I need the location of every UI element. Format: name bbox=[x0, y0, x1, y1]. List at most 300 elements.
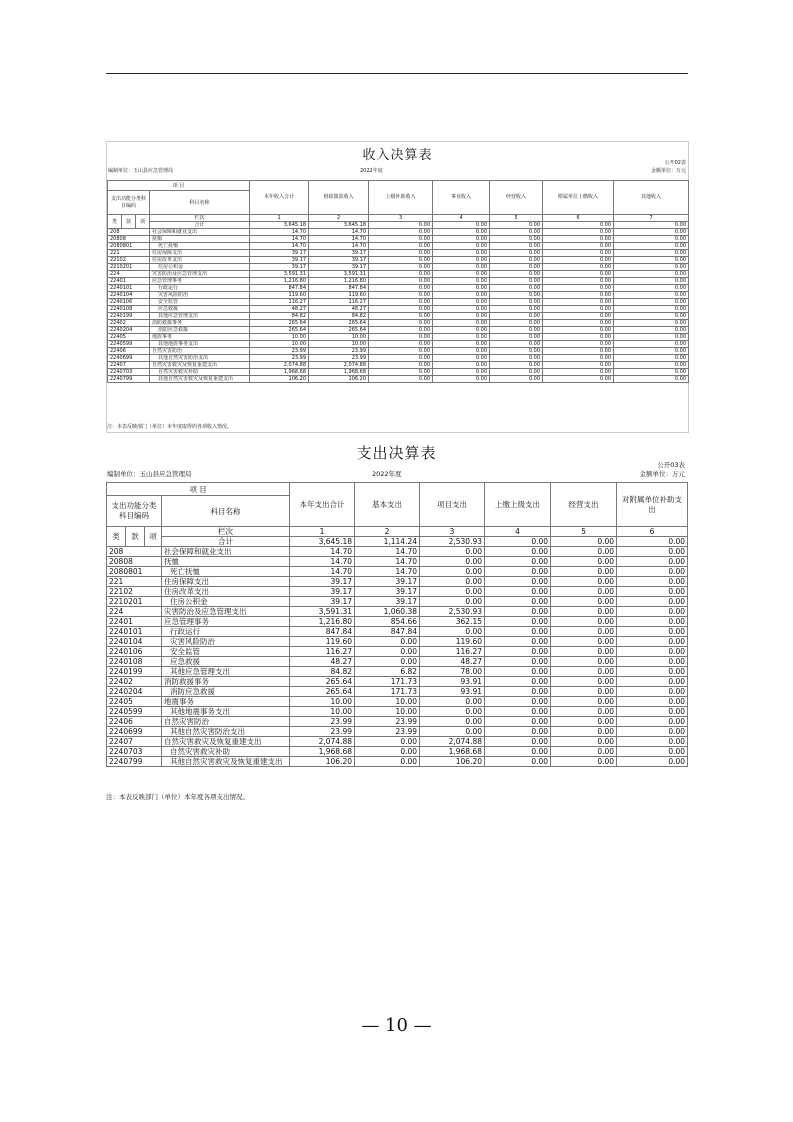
amount-cell: 0.00 bbox=[614, 341, 689, 348]
project-header: 项 目 bbox=[107, 483, 290, 496]
subject-name: 灾害防治及应急管理支出 bbox=[150, 271, 250, 278]
amount-cell: 0.00 bbox=[369, 313, 433, 320]
table-row bbox=[107, 577, 688, 587]
subject-code: 2240699 bbox=[108, 355, 150, 362]
amount-cell: 0.00 bbox=[617, 737, 688, 747]
table-row bbox=[108, 250, 689, 257]
amount-cell: 84.82 bbox=[290, 667, 355, 677]
amount-cell: 0.00 bbox=[485, 607, 551, 617]
amount-cell: 14.70 bbox=[355, 547, 420, 557]
amount-cell: 3,591.31 bbox=[309, 271, 369, 278]
subject-name: 自然灾害救灾及恢复重建支出 bbox=[162, 737, 290, 747]
amount-cell: 847.84 bbox=[309, 285, 369, 292]
subject-name: 其他自然灾害防治支出 bbox=[162, 727, 290, 737]
amount-cell: 0.00 bbox=[617, 677, 688, 687]
amount-cell: 0.00 bbox=[355, 647, 420, 657]
amount-cell: 0.00 bbox=[369, 341, 433, 348]
expense-unit-left: 编制单位：玉山县应急管理局 bbox=[107, 470, 192, 478]
amount-cell: 0.00 bbox=[485, 727, 551, 737]
amount-cell: 39.17 bbox=[309, 264, 369, 271]
amount-cell: 0.00 bbox=[551, 577, 617, 587]
amount-cell: 0.00 bbox=[369, 236, 433, 243]
income-note: 注：本表反映部门（单位）本年度取得的各项收入情况。 bbox=[107, 424, 233, 430]
amount-cell: 39.17 bbox=[309, 250, 369, 257]
amount-cell: 0.00 bbox=[490, 292, 543, 299]
amount-cell: 23.99 bbox=[355, 727, 420, 737]
subject-code: 2240104 bbox=[108, 292, 150, 299]
amount-cell: 0.00 bbox=[543, 320, 614, 327]
amount-cell: 0.00 bbox=[543, 369, 614, 376]
table-row bbox=[108, 348, 689, 355]
income-unit-right: 金额单位：万元 bbox=[650, 168, 686, 174]
amount-cell: 0.00 bbox=[369, 327, 433, 334]
amount-cell: 0.00 bbox=[543, 257, 614, 264]
table-row bbox=[107, 567, 688, 577]
amount-cell: 0.00 bbox=[369, 257, 433, 264]
subject-code: 2240204 bbox=[107, 687, 162, 697]
column-header: 基本支出 bbox=[355, 483, 420, 527]
amount-cell: 0.00 bbox=[369, 229, 433, 236]
amount-cell: 0.00 bbox=[420, 597, 485, 607]
header-rule bbox=[106, 73, 688, 74]
amount-cell: 0.00 bbox=[543, 376, 614, 383]
total-value: 0.00 bbox=[369, 222, 433, 229]
amount-cell: 39.17 bbox=[290, 597, 355, 607]
amount-cell: 0.00 bbox=[485, 557, 551, 567]
amount-cell: 1,216.80 bbox=[309, 278, 369, 285]
amount-cell: 0.00 bbox=[617, 617, 688, 627]
subject-name: 自然灾害救灾补助 bbox=[162, 747, 290, 757]
amount-cell: 0.00 bbox=[543, 327, 614, 334]
amount-cell: 0.00 bbox=[490, 271, 543, 278]
subject-name: 灾害防治及应急管理支出 bbox=[162, 607, 290, 617]
table-row bbox=[107, 697, 688, 707]
column-number: 6 bbox=[617, 527, 688, 537]
amount-cell: 0.00 bbox=[355, 637, 420, 647]
subject-name: 抚恤 bbox=[162, 557, 290, 567]
amount-cell: 0.00 bbox=[614, 348, 689, 355]
amount-cell: 0.00 bbox=[617, 607, 688, 617]
code-header: 支出功能分类科目编码 bbox=[108, 191, 150, 215]
total-value: 3,645.18 bbox=[290, 537, 355, 547]
amount-cell: 0.00 bbox=[369, 278, 433, 285]
subject-name: 应急救援 bbox=[150, 306, 250, 313]
amount-cell: 0.00 bbox=[490, 355, 543, 362]
amount-cell: 0.00 bbox=[369, 243, 433, 250]
income-table bbox=[107, 180, 689, 383]
amount-cell: 0.00 bbox=[490, 306, 543, 313]
amount-cell: 0.00 bbox=[369, 348, 433, 355]
amount-cell: 0.00 bbox=[433, 313, 490, 320]
subject-name: 住房公积金 bbox=[150, 264, 250, 271]
amount-cell: 0.00 bbox=[614, 292, 689, 299]
amount-cell: 1,216.80 bbox=[250, 278, 309, 285]
expense-statement bbox=[106, 442, 687, 801]
amount-cell: 171.73 bbox=[355, 677, 420, 687]
amount-cell: 39.17 bbox=[355, 597, 420, 607]
amount-cell: 0.00 bbox=[433, 229, 490, 236]
amount-cell: 0.00 bbox=[433, 369, 490, 376]
subject-code: 2210201 bbox=[107, 597, 162, 607]
income-title: 收入决算表 bbox=[362, 148, 433, 163]
amount-cell: 0.00 bbox=[614, 362, 689, 369]
subject-code: 221 bbox=[107, 577, 162, 587]
table-row bbox=[107, 557, 688, 567]
amount-cell: 0.00 bbox=[420, 707, 485, 717]
amount-cell: 0.00 bbox=[551, 587, 617, 597]
income-statement bbox=[106, 141, 689, 433]
amount-cell: 0.00 bbox=[490, 376, 543, 383]
amount-cell: 0.00 bbox=[485, 737, 551, 747]
total-value: 0.00 bbox=[433, 222, 490, 229]
amount-cell: 0.00 bbox=[433, 327, 490, 334]
table-row bbox=[108, 355, 689, 362]
amount-cell: 0.00 bbox=[614, 250, 689, 257]
amount-cell: 0.00 bbox=[490, 341, 543, 348]
amount-cell: 0.00 bbox=[543, 229, 614, 236]
amount-cell: 0.00 bbox=[614, 334, 689, 341]
total-label: 合计 bbox=[150, 222, 250, 229]
column-header: 对附属单位补助支出 bbox=[617, 483, 688, 527]
subject-name: 其他应急管理支出 bbox=[150, 313, 250, 320]
column-number: 2 bbox=[355, 527, 420, 537]
amount-cell: 10.00 bbox=[355, 697, 420, 707]
amount-cell: 0.00 bbox=[543, 341, 614, 348]
amount-cell: 23.99 bbox=[250, 355, 309, 362]
amount-cell: 0.00 bbox=[420, 567, 485, 577]
amount-cell: 0.00 bbox=[420, 577, 485, 587]
amount-cell: 39.17 bbox=[309, 257, 369, 264]
subject-code: 22405 bbox=[108, 334, 150, 341]
table-row bbox=[107, 717, 688, 727]
amount-cell: 2,074.88 bbox=[250, 362, 309, 369]
amount-cell: 0.00 bbox=[433, 271, 490, 278]
amount-cell: 84.82 bbox=[309, 313, 369, 320]
table-row bbox=[108, 306, 689, 313]
expense-table-code: 公开03表 bbox=[657, 461, 685, 469]
amount-cell: 0.00 bbox=[485, 667, 551, 677]
table-row bbox=[108, 334, 689, 341]
amount-cell: 0.00 bbox=[485, 587, 551, 597]
amount-cell: 0.00 bbox=[485, 597, 551, 607]
subject-name: 行政运行 bbox=[150, 285, 250, 292]
table-row bbox=[107, 707, 688, 717]
amount-cell: 0.00 bbox=[490, 285, 543, 292]
amount-cell: 0.00 bbox=[420, 727, 485, 737]
amount-cell: 0.00 bbox=[551, 607, 617, 617]
amount-cell: 0.00 bbox=[369, 285, 433, 292]
subject-code: 22407 bbox=[108, 362, 150, 369]
subject-name: 其他自然灾害防治支出 bbox=[150, 355, 250, 362]
amount-cell: 854.66 bbox=[355, 617, 420, 627]
amount-cell: 14.70 bbox=[290, 557, 355, 567]
total-value: 3,645.18 bbox=[309, 222, 369, 229]
amount-cell: 48.27 bbox=[250, 306, 309, 313]
amount-cell: 0.00 bbox=[420, 697, 485, 707]
subject-code: 20808 bbox=[107, 557, 162, 567]
column-number: 4 bbox=[485, 527, 551, 537]
total-value: 0.00 bbox=[485, 537, 551, 547]
amount-cell: 39.17 bbox=[290, 587, 355, 597]
amount-cell: 39.17 bbox=[250, 250, 309, 257]
column-number: 3 bbox=[369, 215, 433, 222]
subject-name: 应急管理事务 bbox=[150, 278, 250, 285]
amount-cell: 0.00 bbox=[355, 737, 420, 747]
amount-cell: 106.20 bbox=[420, 757, 485, 767]
amount-cell: 0.00 bbox=[490, 229, 543, 236]
amount-cell: 0.00 bbox=[614, 271, 689, 278]
amount-cell: 0.00 bbox=[551, 557, 617, 567]
amount-cell: 0.00 bbox=[614, 299, 689, 306]
amount-cell: 0.00 bbox=[551, 687, 617, 697]
amount-cell: 0.00 bbox=[614, 229, 689, 236]
subject-code: 20808 bbox=[108, 236, 150, 243]
project-header: 项 目 bbox=[108, 181, 250, 191]
amount-cell: 1,060.38 bbox=[355, 607, 420, 617]
amount-cell: 1,968.68 bbox=[250, 369, 309, 376]
column-number: 1 bbox=[290, 527, 355, 537]
amount-cell: 0.00 bbox=[369, 299, 433, 306]
amount-cell: 0.00 bbox=[551, 677, 617, 687]
amount-cell: 0.00 bbox=[617, 577, 688, 587]
amount-cell: 265.64 bbox=[309, 320, 369, 327]
amount-cell: 119.60 bbox=[250, 292, 309, 299]
amount-cell: 171.73 bbox=[355, 687, 420, 697]
table-row bbox=[108, 369, 689, 376]
kuan-header: 款 bbox=[126, 527, 145, 547]
subject-name: 其他地震事务支出 bbox=[150, 341, 250, 348]
subject-code: 22102 bbox=[108, 257, 150, 264]
amount-cell: 0.00 bbox=[485, 707, 551, 717]
table-row bbox=[108, 299, 689, 306]
amount-cell: 0.00 bbox=[617, 557, 688, 567]
amount-cell: 0.00 bbox=[490, 320, 543, 327]
subject-name: 消防应急救援 bbox=[150, 327, 250, 334]
amount-cell: 0.00 bbox=[617, 587, 688, 597]
subject-name: 死亡抚恤 bbox=[150, 243, 250, 250]
xiang-header: 项 bbox=[145, 527, 162, 547]
amount-cell: 0.00 bbox=[614, 236, 689, 243]
table-row bbox=[108, 271, 689, 278]
amount-cell: 0.00 bbox=[543, 271, 614, 278]
amount-cell: 0.00 bbox=[614, 355, 689, 362]
expense-unit-right: 金额单位：万元 bbox=[639, 470, 685, 478]
income-table-code: 公开02表 bbox=[664, 160, 686, 166]
amount-cell: 0.00 bbox=[551, 597, 617, 607]
amount-cell: 0.00 bbox=[551, 697, 617, 707]
column-number: 4 bbox=[433, 215, 490, 222]
amount-cell: 0.00 bbox=[420, 587, 485, 597]
table-row bbox=[108, 236, 689, 243]
income-unit-left: 编制单位：玉山县应急管理局 bbox=[108, 168, 174, 174]
amount-cell: 1,968.68 bbox=[290, 747, 355, 757]
amount-cell: 0.00 bbox=[433, 355, 490, 362]
amount-cell: 39.17 bbox=[250, 257, 309, 264]
amount-cell: 0.00 bbox=[617, 627, 688, 637]
expense-table bbox=[106, 482, 688, 767]
amount-cell: 23.99 bbox=[309, 355, 369, 362]
table-row bbox=[108, 229, 689, 236]
subject-name: 自然灾害救灾补助 bbox=[150, 369, 250, 376]
amount-cell: 0.00 bbox=[485, 677, 551, 687]
amount-cell: 2,530.93 bbox=[420, 607, 485, 617]
subject-code: 22405 bbox=[107, 697, 162, 707]
amount-cell: 0.00 bbox=[614, 257, 689, 264]
subject-code: 2240699 bbox=[107, 727, 162, 737]
amount-cell: 0.00 bbox=[433, 292, 490, 299]
subject-name: 自然灾害救灾及恢复重建支出 bbox=[150, 362, 250, 369]
amount-cell: 0.00 bbox=[617, 567, 688, 577]
subject-code: 2080801 bbox=[107, 567, 162, 577]
table-row bbox=[107, 647, 688, 657]
amount-cell: 1,968.68 bbox=[420, 747, 485, 757]
table-row bbox=[107, 607, 688, 617]
subject-code: 22406 bbox=[107, 717, 162, 727]
subject-name: 灾害风险防治 bbox=[150, 292, 250, 299]
amount-cell: 0.00 bbox=[433, 341, 490, 348]
amount-cell: 0.00 bbox=[485, 577, 551, 587]
amount-cell: 0.00 bbox=[433, 376, 490, 383]
column-number: 3 bbox=[420, 527, 485, 537]
amount-cell: 14.70 bbox=[250, 243, 309, 250]
total-label: 合计 bbox=[162, 537, 290, 547]
amount-cell: 0.00 bbox=[617, 707, 688, 717]
table-row bbox=[107, 627, 688, 637]
subject-name: 住房改革支出 bbox=[162, 587, 290, 597]
subject-code: 2240101 bbox=[107, 627, 162, 637]
amount-cell: 0.00 bbox=[543, 278, 614, 285]
amount-cell: 0.00 bbox=[485, 627, 551, 637]
amount-cell: 0.00 bbox=[551, 727, 617, 737]
amount-cell: 0.00 bbox=[617, 687, 688, 697]
table-row bbox=[107, 547, 688, 557]
code-header: 支出功能分类科目编码 bbox=[107, 496, 162, 527]
amount-cell: 14.70 bbox=[309, 236, 369, 243]
table-row bbox=[107, 597, 688, 607]
table-row bbox=[107, 677, 688, 687]
amount-cell: 0.00 bbox=[485, 657, 551, 667]
name-header: 科目名称 bbox=[150, 191, 250, 215]
lei-header: 类 bbox=[108, 215, 122, 229]
amount-cell: 78.00 bbox=[420, 667, 485, 677]
subject-code: 224 bbox=[108, 271, 150, 278]
column-header: 事业收入 bbox=[433, 181, 490, 215]
amount-cell: 0.00 bbox=[551, 667, 617, 677]
amount-cell: 23.99 bbox=[250, 348, 309, 355]
total-value: 1,114.24 bbox=[355, 537, 420, 547]
subject-code: 2240799 bbox=[107, 757, 162, 767]
subject-name: 消防救援事务 bbox=[162, 677, 290, 687]
subject-name: 住房改革支出 bbox=[150, 257, 250, 264]
column-number: 5 bbox=[490, 215, 543, 222]
subject-code: 2240108 bbox=[108, 306, 150, 313]
amount-cell: 0.00 bbox=[485, 697, 551, 707]
amount-cell: 0.00 bbox=[543, 250, 614, 257]
amount-cell: 0.00 bbox=[490, 313, 543, 320]
amount-cell: 2,074.88 bbox=[420, 737, 485, 747]
amount-cell: 39.17 bbox=[355, 577, 420, 587]
amount-cell: 116.27 bbox=[420, 647, 485, 657]
amount-cell: 0.00 bbox=[617, 637, 688, 647]
amount-cell: 14.70 bbox=[309, 243, 369, 250]
amount-cell: 0.00 bbox=[617, 717, 688, 727]
amount-cell: 0.00 bbox=[369, 271, 433, 278]
page-number: — 10 — bbox=[361, 1015, 432, 1036]
subject-name: 死亡抚恤 bbox=[162, 567, 290, 577]
amount-cell: 0.00 bbox=[420, 557, 485, 567]
subject-name: 社会保障和就业支出 bbox=[150, 229, 250, 236]
amount-cell: 0.00 bbox=[490, 348, 543, 355]
total-value: 2,530.93 bbox=[420, 537, 485, 547]
amount-cell: 847.84 bbox=[355, 627, 420, 637]
column-number: 6 bbox=[543, 215, 614, 222]
subject-code: 2240703 bbox=[108, 369, 150, 376]
amount-cell: 106.20 bbox=[309, 376, 369, 383]
subject-name: 安全监管 bbox=[162, 647, 290, 657]
amount-cell: 1,216.80 bbox=[290, 617, 355, 627]
subject-name: 消防应急救援 bbox=[162, 687, 290, 697]
subject-code: 2240101 bbox=[108, 285, 150, 292]
amount-cell: 0.00 bbox=[485, 757, 551, 767]
subject-name: 其他地震事务支出 bbox=[162, 707, 290, 717]
column-header: 项目支出 bbox=[420, 483, 485, 527]
amount-cell: 0.00 bbox=[433, 320, 490, 327]
amount-cell: 0.00 bbox=[617, 757, 688, 767]
table-row bbox=[108, 327, 689, 334]
amount-cell: 116.27 bbox=[290, 647, 355, 657]
amount-cell: 0.00 bbox=[614, 306, 689, 313]
total-value: 0.00 bbox=[617, 537, 688, 547]
subject-name: 其他自然灾害救灾及恢复重建支出 bbox=[162, 757, 290, 767]
amount-cell: 0.00 bbox=[369, 306, 433, 313]
column-header: 附属单位上缴收入 bbox=[543, 181, 614, 215]
amount-cell: 10.00 bbox=[250, 334, 309, 341]
amount-cell: 84.82 bbox=[250, 313, 309, 320]
table-row bbox=[108, 320, 689, 327]
amount-cell: 0.00 bbox=[617, 597, 688, 607]
table-row bbox=[107, 637, 688, 647]
amount-cell: 362.15 bbox=[420, 617, 485, 627]
amount-cell: 0.00 bbox=[433, 250, 490, 257]
amount-cell: 0.00 bbox=[617, 727, 688, 737]
table-row bbox=[107, 667, 688, 677]
subject-code: 22402 bbox=[108, 320, 150, 327]
amount-cell: 0.00 bbox=[490, 264, 543, 271]
amount-cell: 23.99 bbox=[309, 348, 369, 355]
amount-cell: 0.00 bbox=[433, 334, 490, 341]
amount-cell: 2,074.88 bbox=[309, 362, 369, 369]
subject-code: 208 bbox=[108, 229, 150, 236]
amount-cell: 265.64 bbox=[290, 687, 355, 697]
amount-cell: 0.00 bbox=[485, 687, 551, 697]
amount-cell: 10.00 bbox=[309, 334, 369, 341]
column-header: 其他收入 bbox=[614, 181, 689, 215]
amount-cell: 119.60 bbox=[309, 292, 369, 299]
amount-cell: 265.64 bbox=[250, 320, 309, 327]
subject-code: 2240799 bbox=[108, 376, 150, 383]
expense-year: 2022年度 bbox=[372, 470, 402, 478]
table-row bbox=[107, 617, 688, 627]
table-row bbox=[108, 243, 689, 250]
amount-cell: 14.70 bbox=[309, 229, 369, 236]
amount-cell: 48.27 bbox=[290, 657, 355, 667]
subject-name: 应急管理事务 bbox=[162, 617, 290, 627]
table-row bbox=[108, 285, 689, 292]
column-header: 经营支出 bbox=[551, 483, 617, 527]
amount-cell: 265.64 bbox=[290, 677, 355, 687]
amount-cell: 0.00 bbox=[369, 369, 433, 376]
amount-cell: 847.84 bbox=[250, 285, 309, 292]
